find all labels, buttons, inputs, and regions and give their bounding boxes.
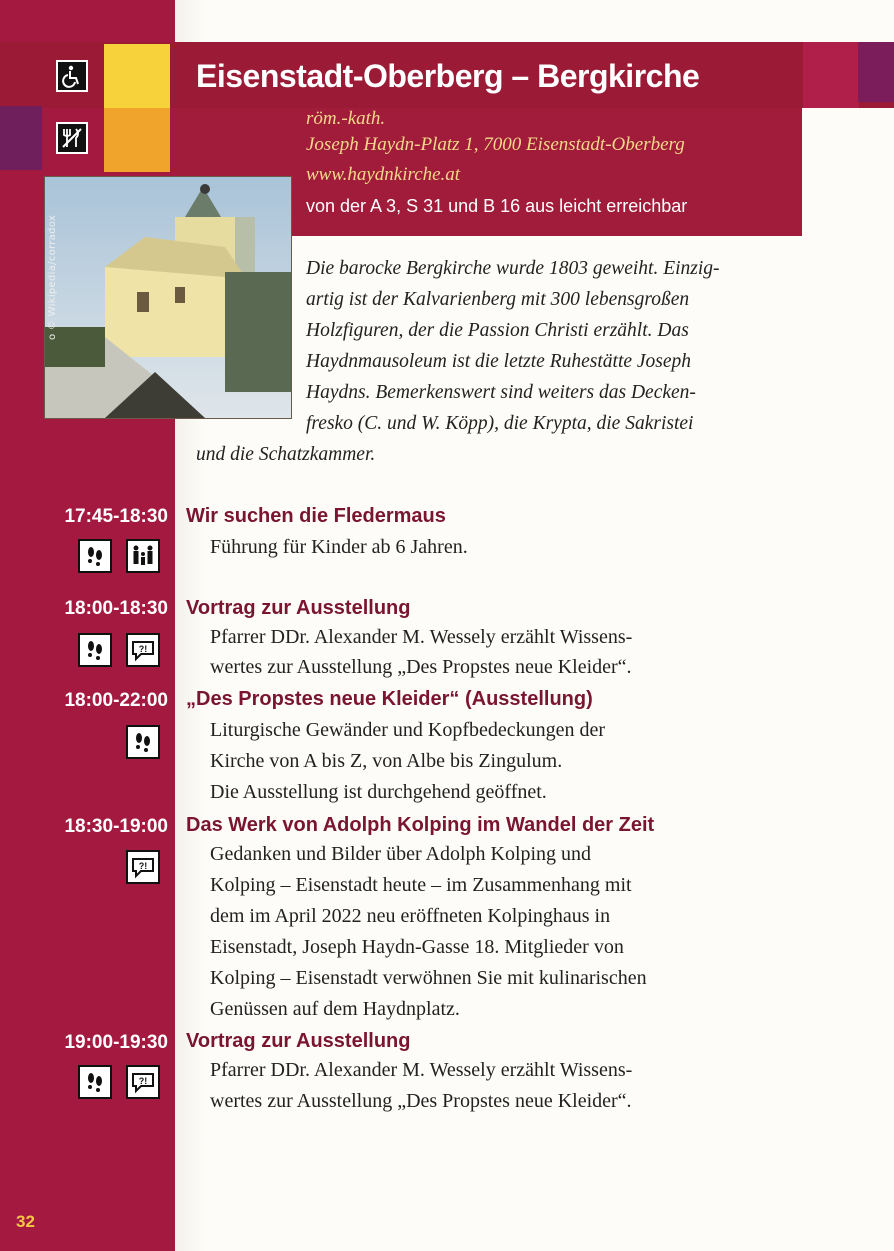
- event-description: Eisenstadt, Joseph Haydn-Gasse 18. Mitglieder von: [210, 936, 624, 958]
- event-time: 18:00-22:00: [64, 690, 168, 711]
- event-description: Kolping – Eisenstadt heute – im Zusammenhang mit: [210, 874, 632, 896]
- yellow-accent-square: [104, 44, 170, 108]
- event-description: Kolping – Eisenstadt verwöhnen Sie mit kulinarischen: [210, 967, 647, 989]
- event-description: wertes zur Ausstellung „Des Propstes neue Kleider“.: [210, 1090, 632, 1112]
- description-line: Haydnmausoleum ist die letzte Ruhestätte Joseph: [306, 351, 692, 372]
- footprints-icon: [78, 633, 112, 667]
- event-description: Genüssen auf dem Haydnplatz.: [210, 998, 460, 1020]
- event-time: 18:30-19:00: [64, 816, 168, 837]
- description-line: und die Schatzkammer.: [196, 444, 376, 465]
- speech-bubble-icon: [126, 1065, 160, 1099]
- event-title: „Des Propstes neue Kleider“ (Ausstellung): [186, 688, 593, 710]
- family-icon: [126, 539, 160, 573]
- event-description: Führung für Kinder ab 6 Jahren.: [210, 536, 468, 558]
- event-description: Die Ausstellung ist durchgehend geöffnet.: [210, 781, 547, 803]
- svg-text:?!: ?!: [138, 861, 148, 871]
- church-photo: [44, 176, 292, 419]
- event-description: Pfarrer DDr. Alexander M. Wessely erzählt Wissens-: [210, 1059, 633, 1081]
- page-number: 32: [16, 1212, 35, 1231]
- photo-credit: o © Wikipedia/corradox: [47, 214, 58, 340]
- access-info: von der A 3, S 31 und B 16 aus leicht erreichbar: [306, 196, 688, 216]
- page-title: Eisenstadt-Oberberg – Bergkirche: [196, 58, 700, 94]
- event-time: 19:00-19:30: [64, 1032, 168, 1053]
- event-title: Vortrag zur Ausstellung: [186, 1030, 411, 1052]
- event-description: dem im April 2022 neu eröffneten Kolpinghaus in: [210, 905, 611, 927]
- description-line: Haydns. Bemerkenswert sind weiters das Decken-: [306, 382, 696, 403]
- magenta-accent-strip: [803, 42, 859, 108]
- event-description: Kirche von A bis Z, von Albe bis Zingulum.: [210, 750, 563, 772]
- description-line: Die barocke Bergkirche wurde 1803 geweiht. Einzig-: [306, 258, 720, 279]
- event-title: Vortrag zur Ausstellung: [186, 597, 411, 619]
- footprints-icon: [78, 1065, 112, 1099]
- purple-accent-strip: [858, 42, 894, 102]
- purple-accent-block: [0, 106, 42, 170]
- event-description: Gedanken und Bilder über Adolph Kolping und: [210, 843, 592, 865]
- event-title: Das Werk von Adolph Kolping im Wandel der Zeit: [186, 814, 655, 836]
- svg-text:?!: ?!: [138, 644, 148, 654]
- speech-bubble-icon: [126, 850, 160, 884]
- footprints-icon: [78, 539, 112, 573]
- no-food-icon: [56, 122, 88, 154]
- orange-accent-square: [104, 108, 170, 172]
- event-description: wertes zur Ausstellung „Des Propstes neue Kleider“.: [210, 656, 632, 678]
- event-title: Wir suchen die Fledermaus: [186, 505, 446, 527]
- event-time: 17:45-18:30: [64, 506, 168, 527]
- website-link[interactable]: www.haydnkirche.at: [306, 164, 461, 185]
- address: Joseph Haydn-Platz 1, 7000 Eisenstadt-Oberberg: [306, 134, 685, 155]
- footprints-icon: [126, 725, 160, 759]
- svg-text:?!: ?!: [138, 1076, 148, 1086]
- description-line: fresko (C. und W. Köpp), die Krypta, die Sakristei: [306, 413, 694, 434]
- speech-bubble-icon: [126, 633, 160, 667]
- description-line: artig ist der Kalvarienberg mit 300 lebensgroßen: [306, 289, 690, 310]
- description-line: Holzfiguren, der die Passion Christi erzählt. Das: [306, 320, 689, 341]
- wheelchair-icon: [56, 60, 88, 92]
- denomination: röm.-kath.: [306, 108, 386, 129]
- event-description: Liturgische Gewänder und Kopfbedeckungen der: [210, 719, 606, 741]
- event-description: Pfarrer DDr. Alexander M. Wessely erzählt Wissens-: [210, 626, 633, 648]
- event-time: 18:00-18:30: [64, 598, 168, 619]
